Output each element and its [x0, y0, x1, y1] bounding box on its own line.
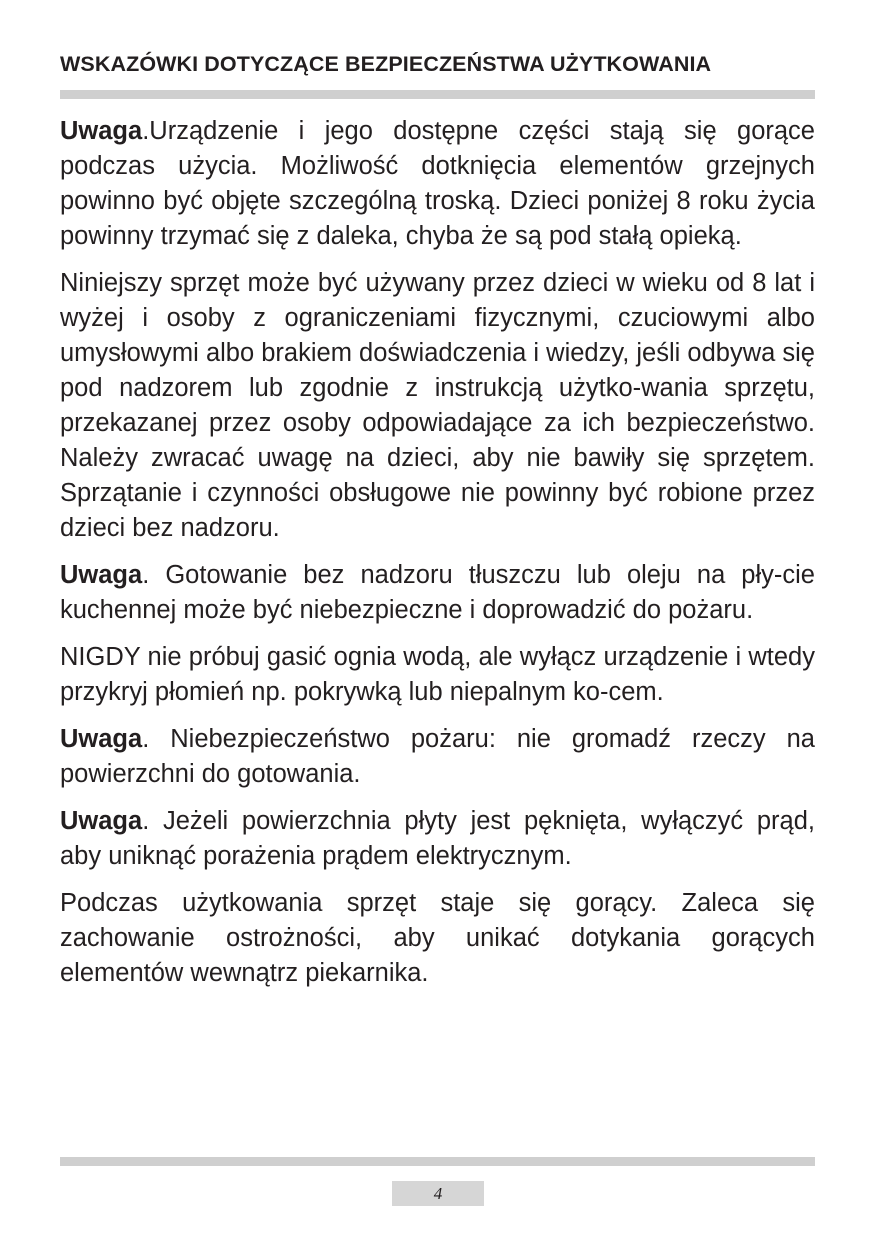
safety-instructions: [60, 114, 815, 1003]
paragraph-warning-cracked-surface: [60, 804, 815, 874]
paragraph-lead: Uwaga: [60, 807, 143, 835]
header-divider: [60, 90, 815, 99]
paragraph-text: . Niebezpieczeństwo pożaru: nie gromadź rzeczy na powierzchni do gotowania.: [60, 725, 815, 788]
paragraph-warning-unattended-cooking: [60, 558, 815, 628]
paragraph-text: Niniejszy sprzęt może być używany przez dzieci w wieku od 8 lat i wyżej i osoby z ograniczeniami fizycznymi, czuciowymi albo umysłowymi albo brakiem doświadczenia i wiedzy, jeśli odbywa się pod nadzorem lub zgodnie z instrukcją użytko-wania sprzętu, przekazanej przez osoby odpowiadające za ich bezpieczeństwo. Należy zwracać uwagę na dzieci, aby nie bawiły się sprzętem. Sprzątanie i czynności obsługowe nie powinny być robione przez dzieci bez nadzoru.: [60, 269, 815, 542]
paragraph-lead: Uwaga: [60, 117, 143, 145]
page-number: 4: [392, 1181, 484, 1206]
paragraph-hot-oven: [60, 886, 815, 991]
paragraph-warning-hot-parts: [60, 114, 815, 254]
footer-divider: [60, 1157, 815, 1166]
paragraph-children-use: [60, 266, 815, 546]
paragraph-lead: Uwaga: [60, 725, 143, 753]
paragraph-text: Podczas użytkowania sprzęt staje się gorący. Zaleca się zachowanie ostrożności, aby unikać dotykania gorących elementów wewnątrz piekarnika.: [60, 889, 815, 987]
paragraph-text: NIGDY nie próbuj gasić ognia wodą, ale wyłącz urządzenie i wtedy przykryj płomień np. pokrywką lub niepalnym ko-cem.: [60, 643, 815, 706]
paragraph-fire-water: [60, 640, 815, 710]
paragraph-lead: Uwaga: [60, 561, 143, 589]
paragraph-text: .Urządzenie i jego dostępne części stają się gorące podczas użycia. Możliwość dotknięcia elementów grzejnych powinno być objęte szczególną troską. Dzieci poniżej 8 roku życia powinny trzymać się z daleka, chyba że są pod stałą opieką.: [60, 117, 815, 250]
paragraph-warning-fire-hazard: [60, 722, 815, 792]
page-title: WSKAZÓWKI DOTYCZĄCE BEZPIECZEŃSTWA UŻYTKOWANIA: [60, 52, 712, 76]
paragraph-text: . Jeżeli powierzchnia płyty jest pęknięta, wyłączyć prąd, aby uniknąć porażenia prądem elektrycznym.: [60, 807, 815, 870]
paragraph-text: . Gotowanie bez nadzoru tłuszczu lub oleju na pły-cie kuchennej może być niebezpieczne i doprowadzić do pożaru.: [60, 561, 815, 624]
